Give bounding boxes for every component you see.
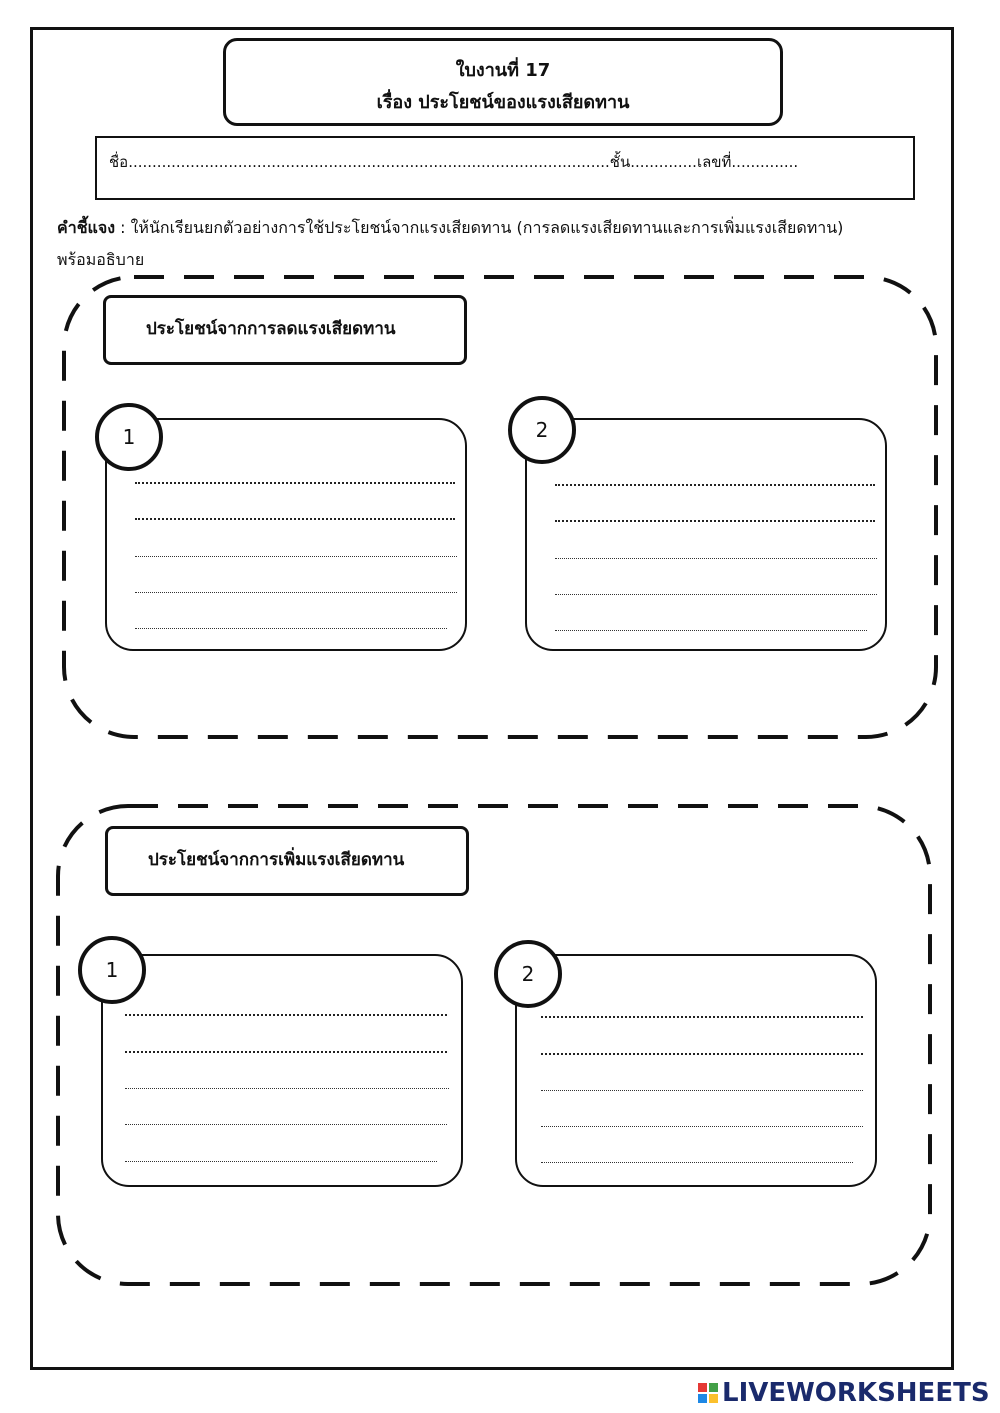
section-heading-increase-friction: ประโยชน์จากการเพิ่มแรงเสียดทาน: [105, 826, 469, 896]
answer-line[interactable]: [541, 1162, 853, 1163]
instruction-text-continued: พร้อมอธิบาย: [57, 250, 145, 269]
instruction-label: คำชี้แจง: [57, 218, 116, 237]
answer-line[interactable]: [555, 594, 877, 595]
answer-line[interactable]: [125, 1088, 449, 1089]
answer-card-increase-1: [101, 954, 463, 1187]
answer-line[interactable]: [555, 630, 867, 631]
answer-line[interactable]: [135, 518, 455, 520]
liveworksheets-logo-icon: [698, 1383, 718, 1403]
liveworksheets-logo: [698, 1378, 990, 1408]
worksheet-number: ใบงานที่ 17: [455, 60, 551, 81]
answer-line[interactable]: [555, 558, 877, 559]
answer-line[interactable]: [541, 1090, 863, 1091]
answer-line[interactable]: [555, 484, 875, 486]
answer-line[interactable]: [125, 1124, 447, 1125]
number-badge: 2: [494, 940, 562, 1008]
section-heading-reduce-friction: ประโยชน์จากการลดแรงเสียดทาน: [103, 295, 467, 365]
answer-line[interactable]: [555, 520, 875, 522]
answer-card-reduce-1: [105, 418, 467, 651]
answer-line[interactable]: [135, 628, 447, 629]
number-badge: 2: [508, 396, 576, 464]
answer-line[interactable]: [125, 1051, 447, 1053]
liveworksheets-brand: LIVEWORKSHEETS: [722, 1378, 990, 1408]
number-badge: 1: [95, 403, 163, 471]
answer-card-increase-2: [515, 954, 877, 1187]
answer-line[interactable]: [125, 1014, 447, 1016]
instruction-text: : ให้นักเรียนยกตัวอย่างการใช้ประโยชน์จากแรงเสียดทาน (การลดแรงเสียดทานและการเพิ่มแรงเสียดทาน): [115, 218, 844, 237]
student-info-line[interactable]: ชื่อ.....................................................................................................ชั้น..............เลขที่..............: [109, 153, 799, 171]
answer-line[interactable]: [125, 1161, 437, 1162]
answer-line[interactable]: [135, 482, 455, 484]
number-badge: 1: [78, 936, 146, 1004]
answer-line[interactable]: [541, 1016, 863, 1018]
answer-line[interactable]: [135, 556, 457, 557]
answer-line[interactable]: [541, 1126, 863, 1127]
answer-card-reduce-2: [525, 418, 887, 651]
worksheet-topic: เรื่อง ประโยชน์ของแรงเสียดทาน: [376, 92, 630, 113]
answer-line[interactable]: [135, 592, 457, 593]
answer-line[interactable]: [541, 1053, 863, 1055]
